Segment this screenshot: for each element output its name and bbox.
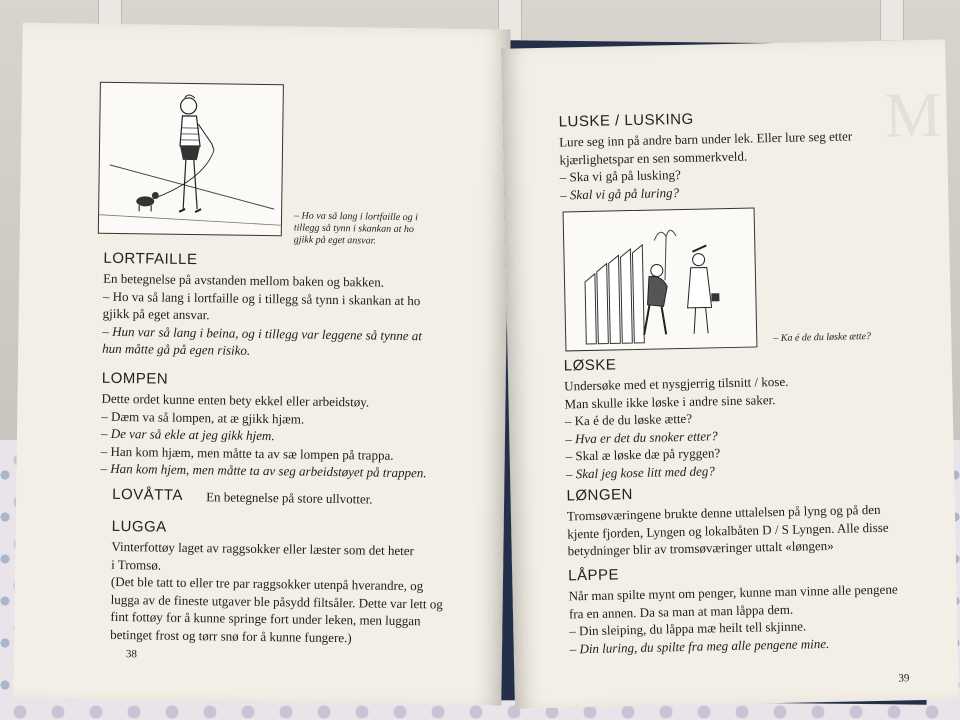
- entry-body-luske: [559, 127, 854, 203]
- entry-heading-lovatta: LOVÅTTA: [112, 485, 184, 504]
- text-line: – De var så ekle at jeg gikk hjem.: [100, 425, 275, 444]
- text-line: Tromsøværingene brukte denne uttalelsen på lyng og på den: [566, 501, 881, 524]
- text-line: Lure seg inn på andre barn under lek. Eller lure seg etter: [558, 128, 853, 150]
- text-line: En betegnelse på avstanden mellom baken og bakken.: [103, 270, 385, 290]
- text-line: – Han kom hjæm, men måtte ta av sæ lompen på trappa.: [100, 443, 394, 463]
- text-line: betydninger blir av tromsøværinger uttalt «løngen»: [567, 537, 834, 559]
- text-line: Når man spilte mynt om penger, kunne man vinne alle pengene: [568, 581, 898, 604]
- caption-line: tillegg så tynn i skankan at ho: [293, 222, 414, 236]
- entry-heading-longen: LØNGEN: [566, 486, 634, 505]
- entry-body-lovatta: En betegnelse på store ullvotter.: [206, 489, 373, 507]
- text-line: Undersøke med et nysgjerrig tilsnitt / kose.: [564, 373, 789, 394]
- text-line: kjente fjorden, Lyngen og lokalbåten D / S Lyngen. Alle disse: [567, 519, 889, 541]
- illustration-caption: – Ka é de du løske ætte?: [773, 331, 872, 345]
- entry-body-lortfaille: [102, 270, 423, 362]
- text-line: – Hva er det du snoker etter?: [565, 427, 718, 446]
- text-line: Vinterfottøy laget av raggsokker eller læster som det heter: [111, 538, 414, 559]
- left-page: [13, 23, 510, 706]
- illustration-boy-and-woman-at-fence: [563, 207, 758, 351]
- crib-bar: [880, 0, 904, 40]
- entry-body-longen: [567, 501, 889, 560]
- entry-body-lompen: [100, 390, 427, 482]
- text-line: betinget frost og tørr snø for å kunne fungere.): [110, 626, 352, 645]
- text-line: i Tromsø.: [111, 556, 162, 573]
- text-line: – Skal vi gå på luring?: [560, 184, 680, 203]
- entry-body-lappe: [568, 581, 898, 658]
- right-page: [501, 39, 959, 708]
- ghost-letter: M: [883, 78, 943, 151]
- text-line: – Skal æ løske dæ på ryggen?: [565, 445, 721, 464]
- text-line: kjærlighetspar en sen sommerkveld.: [559, 148, 748, 168]
- text-line: – Din luring, du spilte fra meg alle pengene mine.: [569, 635, 830, 656]
- entry-heading-lortfaille: LORTFAILLE: [103, 249, 198, 269]
- text-line: hun måtte gå på egen risiko.: [102, 340, 251, 358]
- caption-line: gjikk på eget ansvar.: [293, 234, 377, 247]
- text-line: – Ska vi gå på lusking?: [559, 166, 681, 185]
- entry-body-loske: [564, 373, 790, 483]
- illustration-tall-woman-with-dog: [98, 82, 284, 237]
- illustration-caption: [294, 210, 418, 248]
- text-line: – Hun var så lang i beina, og i tillegg var leggene så tynne at: [102, 323, 423, 343]
- text-line: – Skal jeg kose litt med deg?: [565, 462, 715, 481]
- text-line: – Han kom hjem, men måtte ta av seg arbeidstøyet på trappen.: [100, 460, 427, 481]
- text-line: fint fottøy for å kunne springe fort under leken, men luggan: [110, 608, 421, 629]
- entry-heading-lompen: LOMPEN: [101, 369, 169, 388]
- text-line: Dette ordet kunne enten bety ekkel eller arbeidstøy.: [101, 390, 370, 410]
- page-number-right: 39: [898, 672, 910, 685]
- text-line: – Ka é de du løske ætte?: [564, 410, 693, 429]
- caption-line: – Ho va så lang i lortfaille og i: [293, 210, 419, 224]
- text-line: lugga av de fineste utgaver ble påsydd filtsåler. Dette var lett og: [110, 591, 443, 612]
- entry-heading-lappe: LÅPPE: [568, 566, 620, 585]
- text-line: – Dæm va så lompen, at æ gjikk hjæm.: [101, 408, 305, 427]
- entry-body-lugga: [110, 538, 444, 648]
- text-line: Man skulle ikke løske i andre sine saker.: [564, 391, 776, 411]
- text-line: gjikk på eget ansvar.: [102, 305, 210, 323]
- entry-heading-loske: LØSKE: [563, 356, 617, 375]
- text-line: – Din sleiping, du låppa mæ heilt tell skjinne.: [569, 618, 807, 639]
- text-line: (Det ble tatt to eller tre par raggsokker utenpå hverandre, og: [110, 573, 424, 594]
- entry-heading-lugga: LUGGA: [111, 517, 167, 536]
- page-number-left: 38: [125, 648, 138, 661]
- text-line: – Ho va så lang i lortfaille og i tillegg så tynn i skankan at ho: [102, 288, 421, 308]
- entry-heading-luske: LUSKE / LUSKING: [558, 110, 694, 131]
- text-line: fra en annen. Da sa man at man låppa dem.: [568, 601, 794, 621]
